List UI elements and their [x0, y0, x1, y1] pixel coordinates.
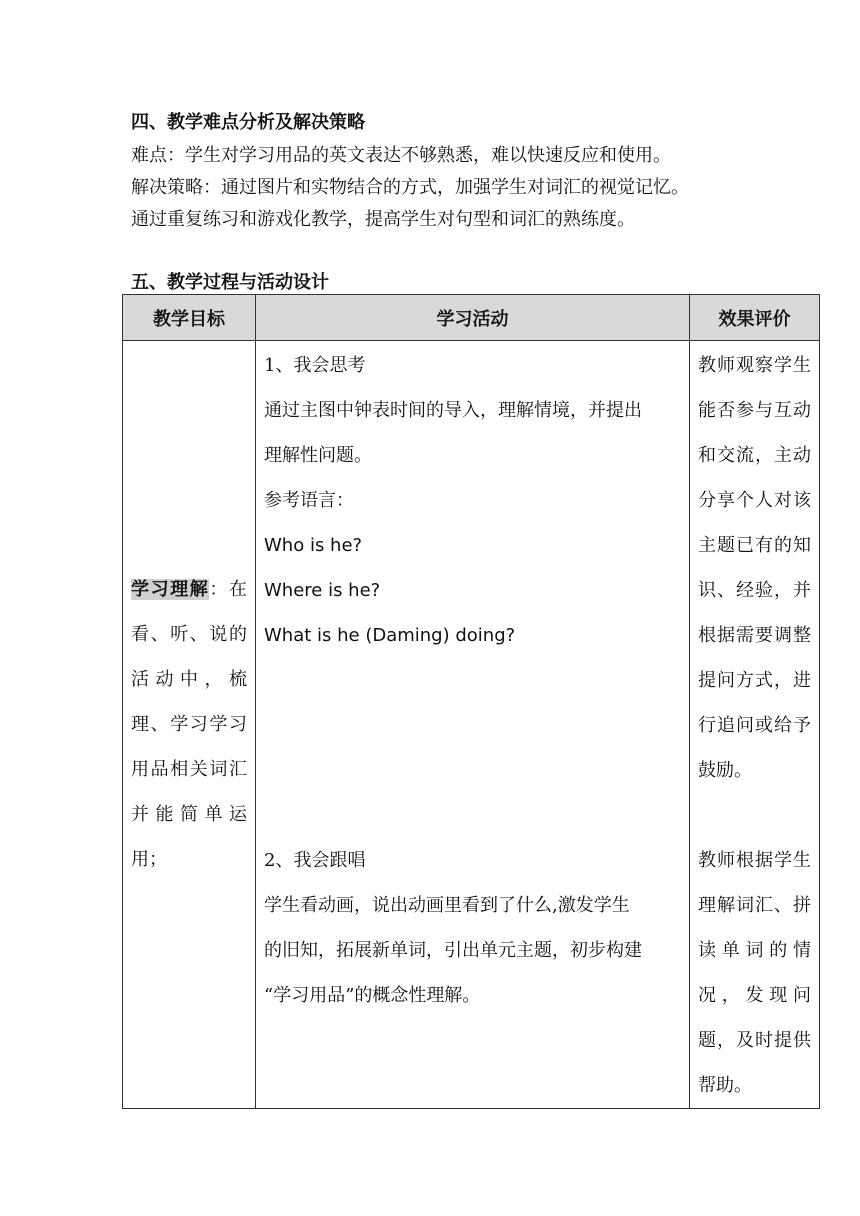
activity-2-title: 2、我会跟唱 [264, 850, 366, 871]
evaluation-1 [698, 341, 811, 838]
goal-rest: ：在看、听、说的活动中，梳理、学习学习用品相关词汇并能简单运用； [131, 579, 248, 870]
header-evaluation: 效果评价 [690, 295, 820, 341]
activity-1-line: 理解性问题。 [264, 445, 372, 466]
section-4-title: 四、教学难点分析及解决策略 [131, 112, 365, 133]
teaching-process-table [122, 294, 820, 1109]
activity-1 [264, 341, 681, 838]
activity-2 [264, 838, 681, 1018]
difficulty-line: 难点：学生对学习用品的英文表达不够熟悉，难以快速反应和使用。 [131, 145, 671, 166]
evaluation-cell [690, 341, 820, 1109]
activity-1-line: 参考语言： [264, 490, 354, 511]
goal-text [131, 567, 247, 882]
evaluation-1-text: 教师观察学生能否参与互动和交流，主动分享个人对该主题已有的知识、经验，并根据需要调整提问方式，进行追问或给予鼓励。 [698, 355, 811, 781]
table-header-row [123, 295, 820, 341]
reference-question: Who is he? [264, 535, 363, 556]
activity-1-title: 1、我会思考 [264, 355, 366, 376]
header-goal: 教学目标 [123, 295, 256, 341]
reference-question: What is he (Daming) doing? [264, 625, 516, 646]
evaluation-2 [698, 838, 811, 1108]
activity-2-line: “学习用品”的概念性理解。 [264, 985, 481, 1006]
activity-cell [256, 341, 690, 1109]
activity-2-line: 学生看动画，说出动画里看到了什么,激发学生 [264, 895, 630, 916]
header-activity: 学习活动 [256, 295, 690, 341]
reference-question: Where is he? [264, 580, 381, 601]
section-5-title: 五、教学过程与活动设计 [131, 272, 329, 293]
table-row [123, 341, 820, 1109]
strategy-line: 解决策略：通过图片和实物结合的方式，加强学生对词汇的视觉记忆。 [131, 177, 689, 198]
evaluation-2-text: 教师根据学生理解词汇、拼读单词的情况，发现问题，及时提供帮助。 [698, 850, 811, 1096]
goal-cell [123, 341, 256, 1109]
activity-2-line: 的旧知，拓展新单词，引出单元主题，初步构建 [264, 940, 642, 961]
practice-line: 通过重复练习和游戏化教学，提高学生对句型和词汇的熟练度。 [131, 209, 635, 230]
activity-1-line: 通过主图中钟表时间的导入，理解情境，并提出 [264, 400, 642, 421]
goal-highlight: 学习理解 [131, 579, 210, 600]
